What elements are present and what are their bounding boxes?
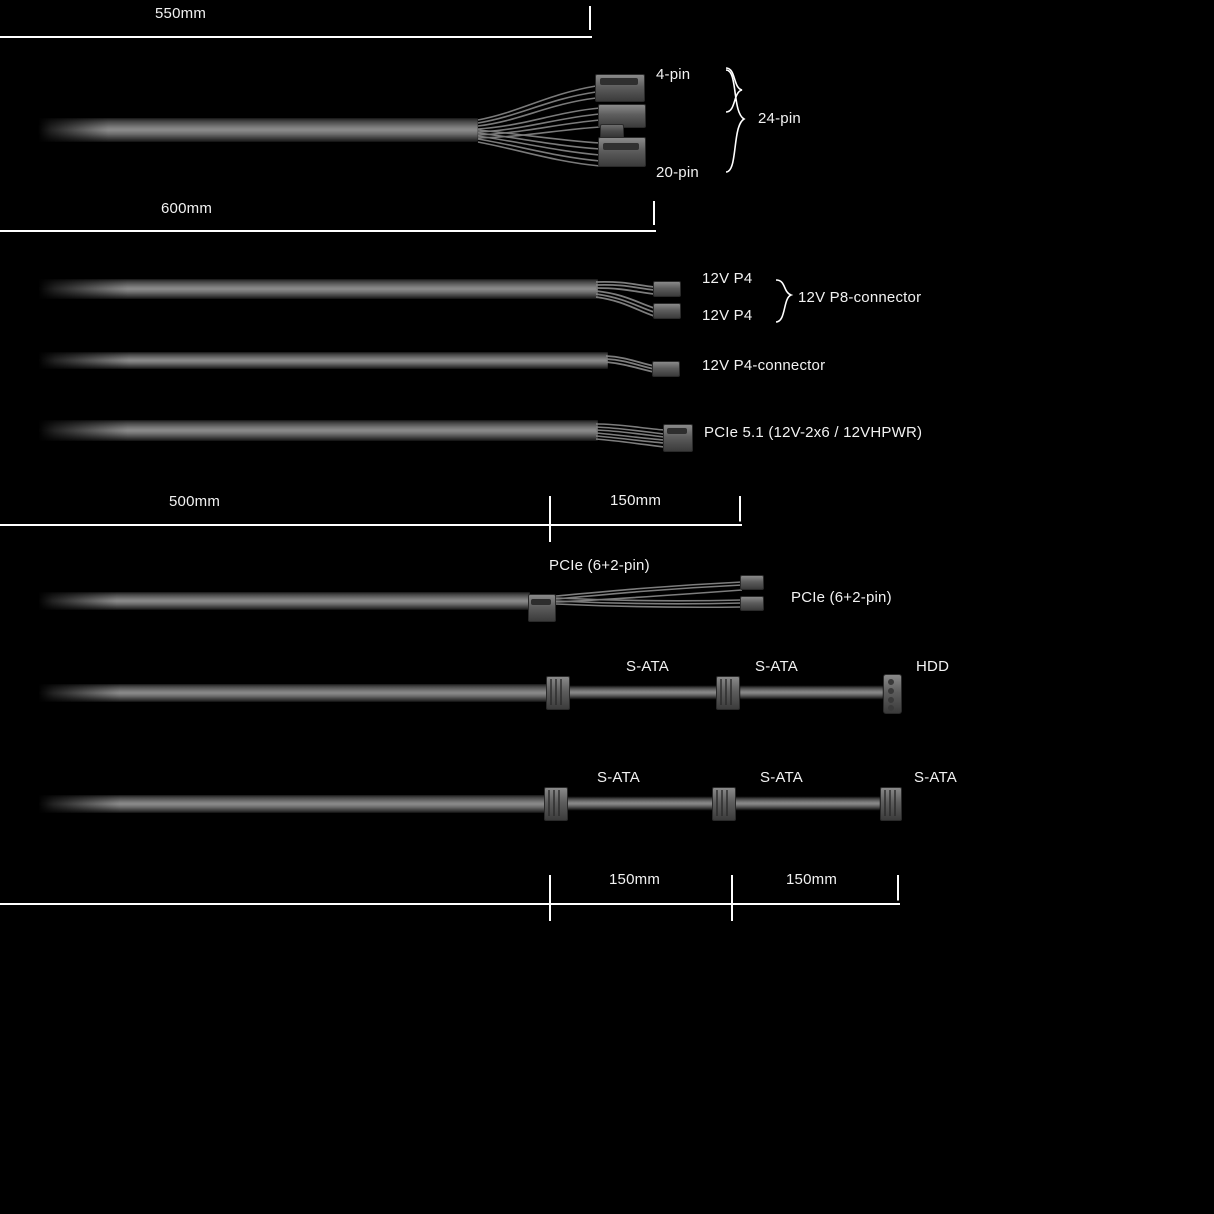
cable-sata-hdd-sleeve: [38, 684, 550, 702]
connector-sata3-1: [544, 787, 568, 821]
label-pcie62-right: PCIe (6+2-pin): [791, 589, 892, 606]
label-24pin: 24-pin: [758, 110, 801, 127]
dimension-line-150a: [550, 524, 742, 526]
connector-pcie51-detail: [667, 428, 687, 434]
dimension-tick-550-right: [589, 6, 591, 50]
label-12v-p4-upper: 12V P4: [702, 270, 753, 287]
cable-atx-sleeve: [38, 118, 478, 142]
brace-4pin: [726, 68, 742, 112]
dimension-tick-600-right: [653, 201, 655, 245]
dimension-line-150c: [732, 903, 900, 905]
dimension-label-500: 500mm: [169, 493, 221, 510]
cable-sata3-seg2: [566, 797, 714, 810]
connector-12v-p4: [652, 361, 680, 377]
brace-24pin: [726, 70, 744, 172]
label-pcie51: PCIe 5.1 (12V-2x6 / 12VHPWR): [704, 424, 923, 441]
connector-pcie62-second-upper: [740, 575, 764, 590]
dimension-tick-150b-left: [549, 875, 551, 921]
dimension-tick-150c-right: [897, 875, 899, 921]
label-sata3-3: S-ATA: [914, 769, 957, 786]
label-12v-p4-lower: 12V P4: [702, 307, 753, 324]
dimension-label-600: 600mm: [161, 200, 213, 217]
connector-pcie62-second-lower: [740, 596, 764, 611]
connector-atx-4pin-detail: [600, 78, 638, 85]
connector-sata-1: [546, 676, 570, 710]
label-12v-p4-connector: 12V P4-connector: [702, 357, 826, 374]
dimension-label-150b: 150mm: [609, 871, 661, 888]
cable-sata-hdd-seg2: [566, 686, 718, 699]
connector-sata3-3: [880, 787, 902, 821]
connector-pcie62-first-detail: [531, 599, 551, 605]
dimension-line-150b: [550, 903, 734, 905]
label-hdd: HDD: [916, 658, 950, 675]
cable-pcie62-sleeve: [38, 592, 530, 610]
label-12v-p8-connector: 12V P8-connector: [798, 289, 922, 306]
label-sata-hdd-1: S-ATA: [626, 658, 669, 675]
cable-pcie51-sleeve: [38, 420, 598, 441]
dimension-line-600: [0, 230, 656, 232]
connector-12v-p4-upper: [653, 281, 681, 297]
dimension-label-550: 550mm: [155, 5, 207, 22]
dimension-tick-500-right: [549, 496, 551, 542]
cable-eps-sleeve: [38, 279, 598, 299]
label-sata3-1: S-ATA: [597, 769, 640, 786]
cable-sata3-seg3: [735, 797, 880, 810]
cable-sata3-sleeve: [38, 795, 550, 813]
connector-atx-20pin-detail: [603, 143, 639, 150]
cable-p4-sleeve: [38, 352, 608, 369]
label-sata-hdd-2: S-ATA: [755, 658, 798, 675]
cable-sata-hdd-seg3: [740, 686, 883, 699]
connector-12v-p4-lower: [653, 303, 681, 319]
connector-sata3-2: [712, 787, 736, 821]
dimension-line-500: [0, 524, 552, 526]
connector-sata-2: [716, 676, 740, 710]
dimension-tick-150c-left: [731, 875, 733, 921]
label-sata3-2: S-ATA: [760, 769, 803, 786]
brace-12v-p8: [776, 280, 791, 322]
label-pcie62-top: PCIe (6+2-pin): [549, 557, 650, 574]
label-4pin: 4-pin: [656, 66, 691, 83]
label-20pin: 20-pin: [656, 164, 699, 181]
connector-hdd-molex: [883, 674, 902, 714]
dimension-line-550: [0, 36, 592, 38]
connector-atx-20pin-lower: [598, 137, 646, 167]
dimension-label-150c: 150mm: [786, 871, 838, 888]
dimension-line-bottom-base: [0, 903, 552, 905]
dimension-label-150a: 150mm: [610, 492, 662, 509]
dimension-tick-150a-right: [739, 496, 741, 542]
